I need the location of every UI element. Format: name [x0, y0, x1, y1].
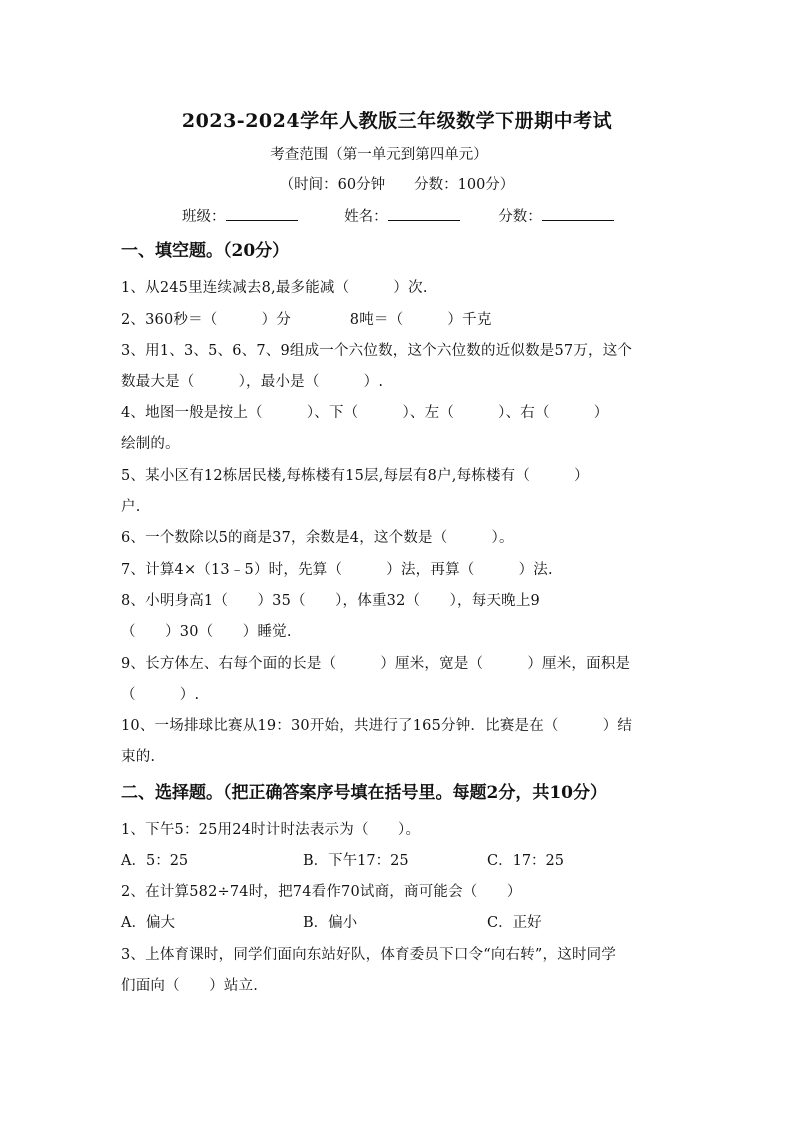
question-line: 7、计算4×（13﹣5）时，先算（ ）法，再算（ ）法. — [121, 562, 553, 578]
section1-heading: 一、填空题。（20分） — [121, 241, 290, 261]
class-field — [182, 206, 298, 227]
question-line: 绘制的。 — [121, 436, 180, 452]
choice-question-3-cont: 们面向（ ）站立. — [121, 978, 259, 994]
time-score-line: （时间：60分钟 分数：100分） — [279, 177, 515, 193]
question-line: 9、长方体左、右每个面的长是（ ）厘米，宽是（ ）厘米，面积是 — [121, 656, 631, 672]
exam-scope: 考查范围（第一单元到第四单元） — [270, 147, 488, 163]
option-b[interactable]: B．偏小 — [303, 915, 358, 931]
class-label: 班级： — [182, 209, 226, 225]
name-blank[interactable] — [388, 206, 460, 221]
score-blank[interactable] — [542, 206, 614, 221]
question-line: （ ）. — [121, 687, 200, 703]
score-label: 分数： — [498, 209, 542, 225]
question-line: 5、某小区有12栋居民楼,每栋楼有15层,每层有8户,每栋楼有（ ） — [121, 468, 589, 484]
exam-title: 2023-2024学年人教版三年级数学下册期中考试 — [181, 110, 613, 132]
question-line: 1、从245里连续减去8,最多能减（ ）次. — [121, 280, 428, 296]
option-b[interactable]: B．下午17：25 — [303, 853, 409, 869]
choice-question-2: 2、在计算582÷74时，把74看作70试商，商可能会（ ） — [121, 884, 522, 900]
option-c[interactable]: C．17：25 — [487, 853, 564, 869]
choice-question-1: 1、下午5：25用24时计时法表示为（ ）。 — [121, 822, 421, 838]
question-line: 束的. — [121, 749, 156, 765]
class-blank[interactable] — [226, 206, 298, 221]
option-a[interactable]: A．5：25 — [121, 853, 189, 869]
section2-heading: 二、选择题。（把正确答案序号填在括号里。每题2分，共10分） — [121, 783, 607, 803]
question-line: 10、一场排球比赛从19：30开始，共进行了165分钟．比赛是在（ ）结 — [121, 718, 633, 734]
question-line: 6、一个数除以5的商是37，余数是4，这个数是（ ）。 — [121, 530, 514, 546]
name-field — [344, 206, 460, 227]
question-line: 户. — [121, 499, 141, 515]
question-line: 数最大是（ ），最小是（ ）. — [121, 374, 384, 390]
question-line: 4、地图一般是按上（ ）、下（ ）、左（ ）、右（ ） — [121, 405, 609, 421]
option-a[interactable]: A．偏大 — [121, 915, 175, 931]
choice-question-3: 3、上体育课时，同学们面向东站好队，体育委员下口令“向右转”，这时同学 — [121, 947, 617, 963]
question-line: 8、小明身高1（ ）35（ ），体重32（ ），每天晚上9 — [121, 593, 540, 609]
question-line: （ ）30（ ）睡觉. — [121, 624, 292, 640]
student-info-row — [182, 206, 614, 227]
option-c[interactable]: C．正好 — [487, 915, 542, 931]
name-label: 姓名： — [344, 209, 388, 225]
question-line: 2、360秒＝（ ）分 8吨＝（ ）千克 — [121, 312, 492, 328]
score-field — [498, 206, 614, 227]
question-line: 3、用1、3、5、6、7、9组成一个六位数，这个六位数的近似数是57万，这个 — [121, 343, 633, 359]
